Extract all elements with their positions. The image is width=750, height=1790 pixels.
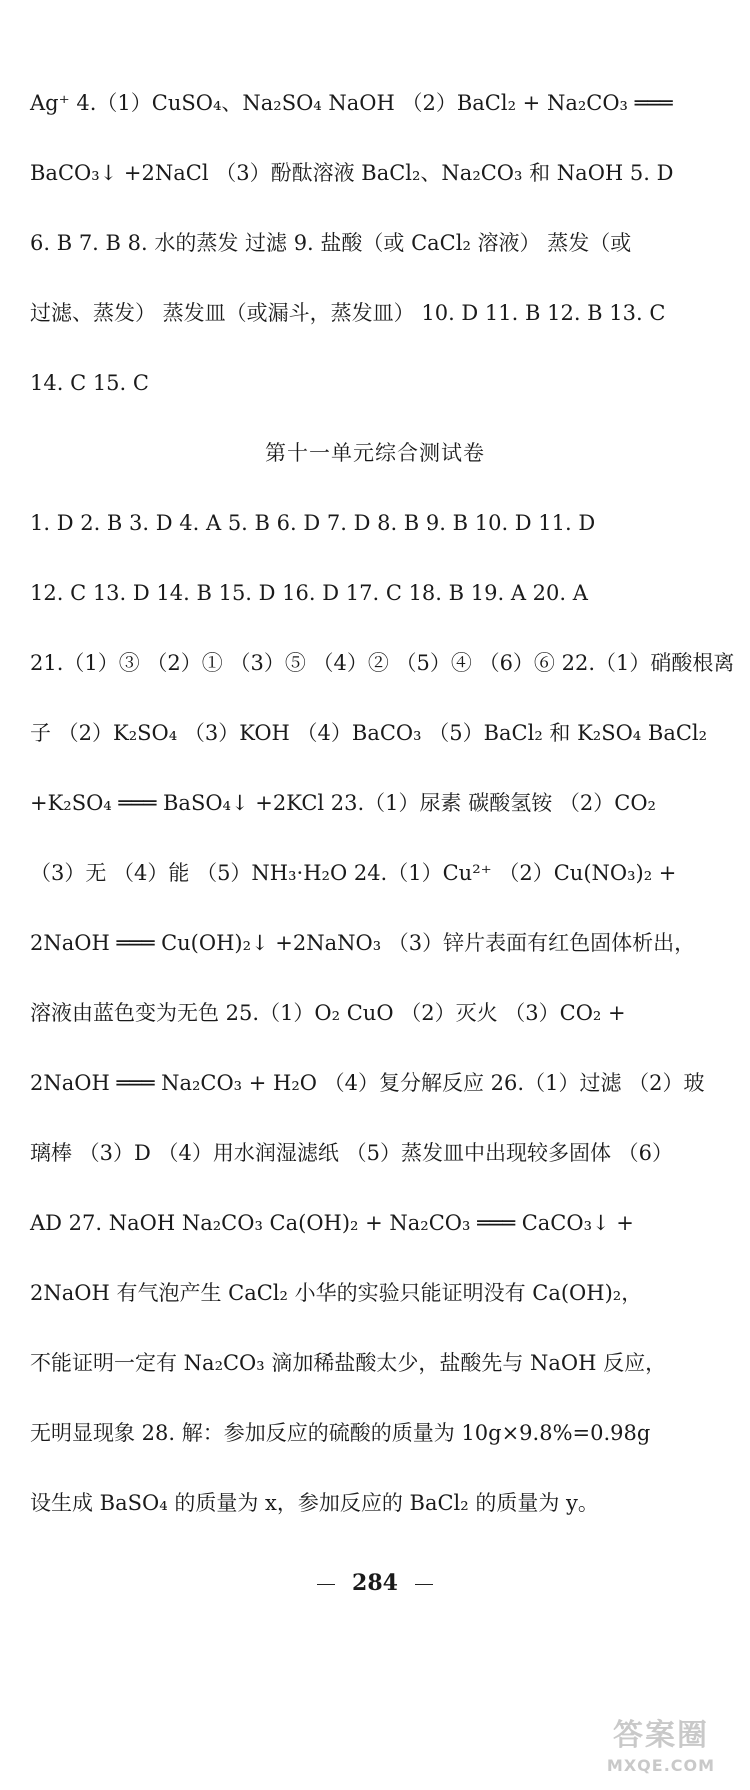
answer-line-6: 1. D 2. B 3. D 4. A 5. B 6. D 7. D 8. B 9. B 10. D 11. D	[30, 511, 596, 535]
answer-line-19: 无明显现象 28. 解：参加反应的硫酸的质量为 10g×9.8%=0.98g	[30, 1421, 651, 1445]
answer-line-15: 璃棒 （3）D （4）用水润湿滤纸 （5）蒸发皿中出现较多固体 （6）	[30, 1141, 673, 1165]
answer-line-20: 设生成 BaSO₄ 的质量为 x，参加反应的 BaCl₂ 的质量为 y。	[30, 1491, 599, 1515]
answer-line-1: Ag⁺ 4.（1）CuSO₄、Na₂SO₄ NaOH （2）BaCl₂ + Na₂CO₃ ═══	[30, 91, 673, 115]
page-footer	[0, 1568, 750, 1598]
answer-line-13: 溶液由蓝色变为无色 25.（1）O₂ CuO （2）灭火 （3）CO₂ +	[30, 1001, 626, 1025]
answer-line-12: 2NaOH ═══ Cu(OH)₂↓ +2NaNO₃ （3）锌片表面有红色固体析出，	[30, 931, 696, 955]
answer-line-3: 6. B 7. B 8. 水的蒸发 过滤 9. 盐酸（或 CaCl₂ 溶液） 蒸发（或	[30, 231, 632, 255]
answer-line-16: AD 27. NaOH Na₂CO₃ Ca(OH)₂ + Na₂CO₃ ═══ CaCO₃↓ +	[30, 1211, 634, 1235]
answer-line-14: 2NaOH ═══ Na₂CO₃ + H₂O （4）复分解反应 26.（1）过滤 （2）玻	[30, 1071, 705, 1095]
answer-line-17: 2NaOH 有气泡产生 CaCl₂ 小华的实验只能证明没有 Ca(OH)₂，	[30, 1281, 643, 1305]
footer-dash-right	[415, 1584, 433, 1585]
watermark	[586, 1716, 736, 1786]
watermark-logo: 答案圈	[613, 1718, 709, 1753]
section-title: 第十一单元综合测试卷	[265, 441, 485, 465]
answer-line-9: 子 （2）K₂SO₄ （3）KOH （4）BaCO₃ （5）BaCl₂ 和 K₂SO₄ BaCl₂	[30, 721, 708, 745]
answer-line-7: 12. C 13. D 14. B 15. D 16. D 17. C 18. B 19. A 20. A	[30, 581, 588, 605]
watermark-site: MXQE.COM	[606, 1756, 716, 1775]
page-number: 284	[352, 1570, 398, 1596]
answer-line-4: 过滤、蒸发） 蒸发皿（或漏斗，蒸发皿） 10. D 11. B 12. B 13. C	[30, 301, 666, 325]
answer-line-10: +K₂SO₄ ═══ BaSO₄↓ +2KCl 23.（1）尿素 碳酸氢铵 （2）CO₂	[30, 791, 656, 815]
answer-line-5: 14. C 15. C	[30, 371, 149, 395]
answer-line-11: （3）无 （4）能 （5）NH₃·H₂O 24.（1）Cu²⁺ （2）Cu(NO₃)₂ +	[30, 861, 677, 885]
footer-dash-left	[317, 1584, 335, 1585]
answer-line-2: BaCO₃↓ +2NaCl （3）酚酞溶液 BaCl₂、Na₂CO₃ 和 NaOH 5. D	[30, 161, 674, 185]
answer-line-18: 不能证明一定有 Na₂CO₃ 滴加稀盐酸太少，盐酸先与 NaOH 反应，	[30, 1351, 667, 1375]
answer-line-8: 21.（1）③ （2）① （3）⑤ （4）② （5）④ （6）⑥ 22.（1）硝酸根离	[30, 651, 735, 675]
